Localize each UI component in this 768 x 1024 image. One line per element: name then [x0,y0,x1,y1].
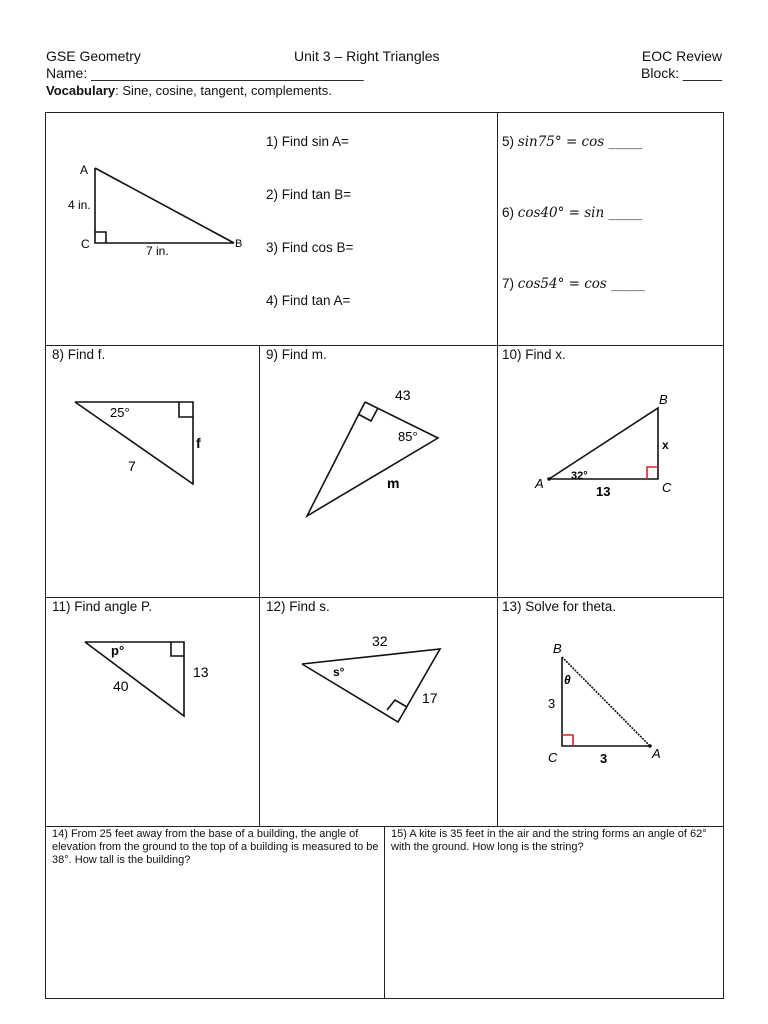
vertex-a-label: A [80,163,89,177]
question-5-number: 5) [502,134,515,149]
side-x-label: x [662,438,669,452]
question-10: 10) Find x. [502,347,566,362]
triangle-12-figure [302,649,440,722]
question-9: 9) Find m. [266,347,327,362]
vocabulary-text: : Sine, cosine, tangent, complements. [115,83,332,98]
side-13-label: 13 [193,664,209,680]
question-2: 2) Find tan B= [266,187,352,202]
question-14: 14) From 25 feet away from the base of a building, the angle of elevation from the ground to the top of a building is measured to be 38°. How tall is the building? [52,828,379,866]
angle-p-label: p° [111,643,125,658]
theta-label: θ [564,673,571,687]
side-ac-label: 4 in. [68,198,91,212]
question-7-expression: cos54° = cos _____ [517,276,645,292]
angle-32-label: 32° [571,470,588,482]
side-bc-label: 3 [548,696,556,711]
vertex-a-label: A [652,746,661,761]
triangle-11-figure [85,642,184,716]
block-field-label: Block: _____ [641,65,722,81]
angle-85-label: 85° [398,429,418,444]
question-1: 1) Find sin A= [266,134,349,149]
review-title: EOC Review [641,48,722,64]
question-11: 11) Find angle P. [52,599,153,614]
right-angle-mark [387,700,407,710]
side-43-label: 43 [395,387,411,403]
angle-s-label: s° [333,665,345,679]
question-15: 15) A kite is 35 feet in the air and the string forms an angle of 62° with the ground. How long is the string? [391,828,707,853]
question-5-expression: sin75° = cos _____ [517,134,643,150]
name-field-label: Name: ___________________________________ [46,65,364,81]
vertex-c-label: C [662,480,672,495]
side-m-label: m [387,475,400,491]
question-12: 12) Find s. [266,599,330,614]
side-f-label: f [196,435,201,451]
question-6-number: 6) [502,205,515,220]
vertex-a-label: A [535,476,544,491]
question-7-number: 7) [502,276,515,291]
question-6-expression: cos40° = sin _____ [517,205,643,221]
right-angle-mark [95,232,106,243]
question-4: 4) Find tan A= [266,293,351,308]
side-ca-label: 3 [600,751,608,766]
side-13-label: 13 [596,484,611,499]
vertex-c-label: C [81,237,90,251]
triangle-13-hypotenuse [562,657,650,746]
course-title: GSE Geometry [46,48,141,64]
vocabulary-label: Vocabulary [46,83,116,98]
vertex-b-label: B [553,641,562,656]
unit-title: Unit 3 – Right Triangles [294,48,440,64]
hypotenuse-40-label: 40 [113,678,129,694]
right-angle-mark [171,642,184,656]
vertex-b-label: B [659,392,668,407]
right-angle-mark [647,467,658,479]
question-8: 8) Find f. [52,347,106,362]
triangle-10-figure [549,408,658,479]
question-3: 3) Find cos B= [266,240,354,255]
hypotenuse-7-label: 7 [128,458,136,474]
angle-25-label: 25° [110,405,130,420]
right-angle-mark [562,735,573,746]
side-17-label: 17 [422,690,438,706]
vertex-c-label: C [548,750,558,765]
triangle-abc-figure [95,168,234,243]
right-angle-mark [179,402,193,417]
vertex-dot [547,477,551,481]
question-13: 13) Solve for theta. [502,599,617,614]
vertex-b-label: B [235,238,243,250]
side-cb-label: 7 in. [146,244,169,258]
side-32-label: 32 [372,633,388,649]
